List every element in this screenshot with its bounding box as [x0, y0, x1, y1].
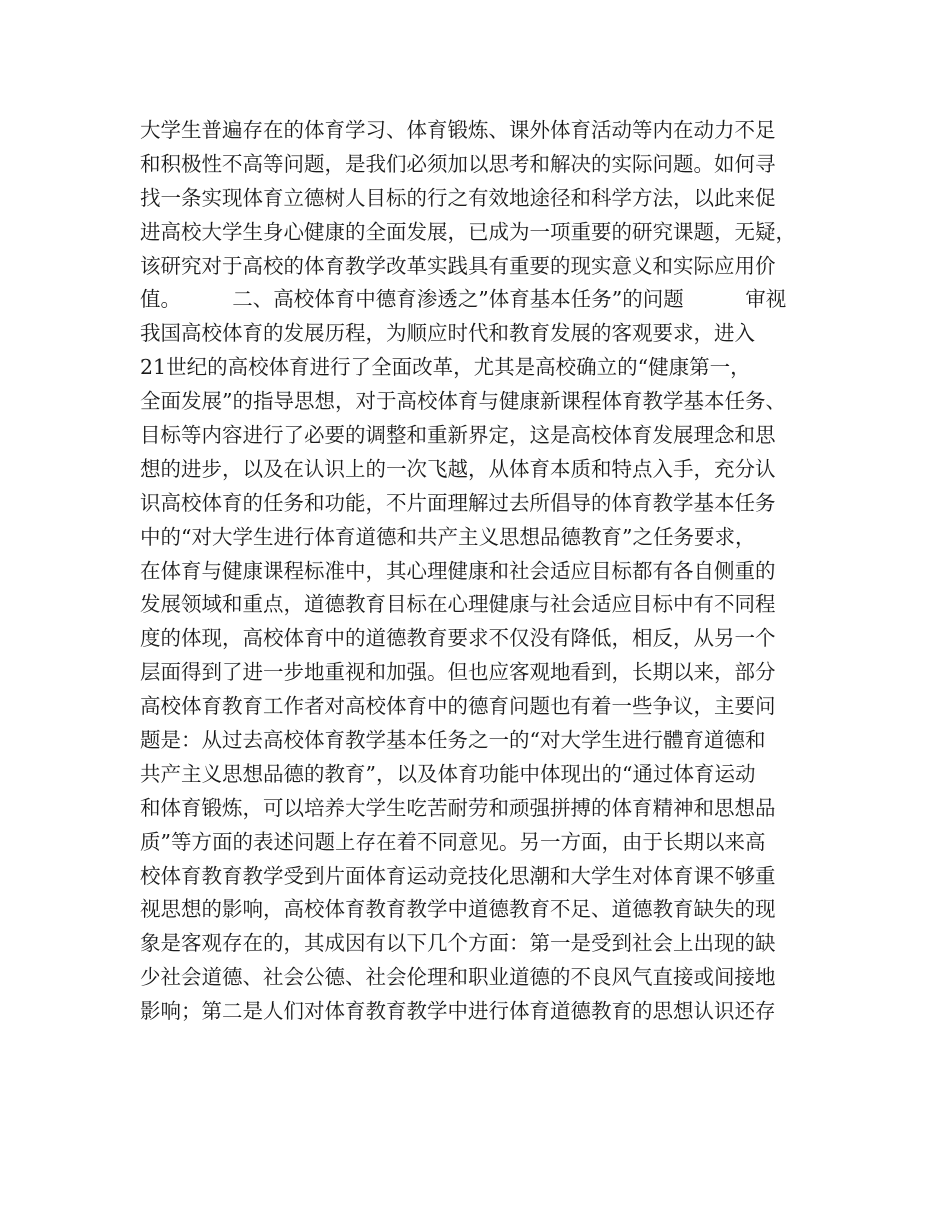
text-line: 21世纪的高校体育进行了全面改革，尤其是高校确立的“健康第一，	[140, 355, 751, 380]
text-line: 质”等方面的表述问题上存在着不同意见。另一方面，由于长期以来高	[140, 829, 766, 854]
text-line: 进高校大学生身心健康的全面发展，已成为一项重要的研究课题，无疑，	[140, 219, 796, 244]
text-line: 高校体育教育工作者对高校体育中的德育问题也有着一些争议，主要问	[140, 694, 776, 719]
text-line: 少社会道德、社会公德、社会伦理和职业道德的不良风气直接或间接地	[140, 965, 776, 990]
text-line: 校体育教育教学受到片面体育运动竞技化思潮和大学生对体育课不够重	[140, 863, 776, 888]
text-line: 共产主义思想品德的教育”，以及体育功能中体现出的“通过体育运动	[140, 761, 756, 786]
text-line: 发展领域和重点，道德教育目标在心理健康与社会适应目标中有不同程	[140, 592, 776, 617]
text-line: 视思想的影响，高校体育教育教学中道德教育不足、道德教育缺失的现	[140, 897, 776, 922]
text-line: 目标等内容进行了必要的调整和重新界定，这是高校体育发展理念和思	[140, 423, 776, 448]
text-line: 和积极性不高等问题，是我们必须加以思考和解决的实际问题。如何寻	[140, 151, 776, 176]
section-heading-line: 值。 二、高校体育中德育渗透之”体育基本任务”的问题 审视	[140, 287, 787, 312]
text-line: 找一条实现体育立德树人目标的行之有效地途径和科学方法，以此来促	[140, 185, 776, 210]
text-line: 题是：从过去高校体育教学基本任务之一的“对大学生进行體育道德和	[140, 728, 766, 753]
text-line: 和体育锻炼，可以培养大学生吃苦耐劳和顽强拼搏的体育精神和思想品	[140, 795, 776, 820]
text-line: 象是客观存在的，其成因有以下几个方面：第一是受到社会上出现的缺	[140, 931, 776, 956]
text-line: 影响；第二是人们对体育教育教学中进行体育道德教育的思想认识还存	[140, 999, 776, 1024]
text-line: 度的体现，高校体育中的道德教育要求不仅没有降低，相反，从另一个	[140, 626, 776, 651]
text-line: 我国高校体育的发展历程，为顺应时代和教育发展的客观要求，进入	[140, 321, 755, 346]
text-line: 在体育与健康课程标准中，其心理健康和社会适应目标都有各自侧重的	[140, 558, 776, 583]
text-line: 大学生普遍存在的体育学习、体育锻炼、课外体育活动等内在动力不足	[140, 118, 776, 142]
text-line: 全面发展”的指导思想，对于高校体育与健康新课程体育教学基本任务、	[140, 389, 786, 414]
text-line: 识高校体育的任务和功能，不片面理解过去所倡导的体育教学基本任务	[140, 490, 776, 515]
text-line: 层面得到了进一步地重视和加强。但也应客观地看到，长期以来，部分	[140, 660, 776, 685]
text-line: 该研究对于高校的体育教学改革实践具有重要的现实意义和实际应用价	[140, 253, 776, 278]
body-text	[140, 114, 840, 1029]
text-line: 想的进步，以及在认识上的一次飞越，从体育本质和特点入手，充分认	[140, 456, 776, 481]
text-line: 中的“对大学生进行体育道德和共产主义思想品德教育”之任务要求，	[140, 524, 756, 549]
